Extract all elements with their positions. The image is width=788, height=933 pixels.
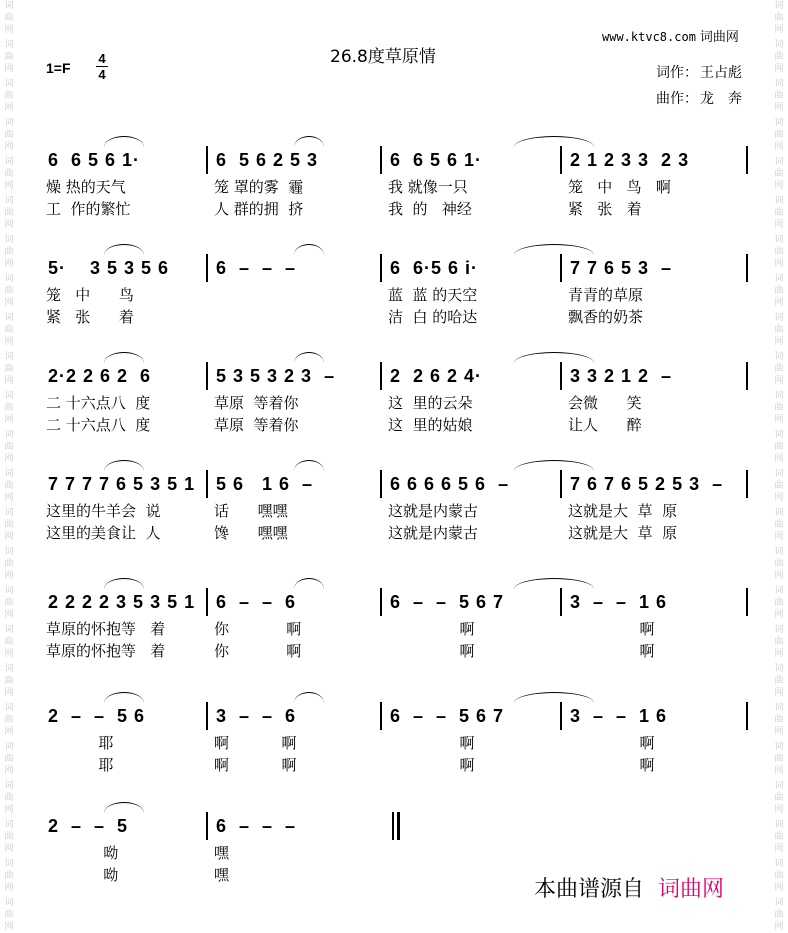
slur-arc	[294, 692, 324, 703]
lyric-segment: 我 的 神经	[388, 200, 472, 218]
final-barline	[392, 812, 399, 840]
lyric-segment: 啊	[568, 620, 655, 638]
barline	[560, 146, 562, 174]
lyric-segment: 耶	[46, 756, 114, 774]
measure-notes: 6 5 6 2 5 3	[216, 150, 319, 170]
slur-arc	[104, 136, 144, 147]
time-signature-bottom: 4	[98, 67, 106, 82]
lyrics-verse-1	[44, 732, 756, 752]
lyric-segment: 飘香的奶茶	[568, 308, 644, 326]
barline	[206, 254, 208, 282]
lyric-segment: 啊	[568, 642, 655, 660]
lyric-segment: 草原的怀抱等 着	[46, 620, 166, 638]
lyric-segment: 馋 嘿嘿	[214, 524, 288, 542]
lyrics-verse-1	[44, 284, 756, 304]
lyric-segment: 话 嘿嘿	[214, 502, 288, 520]
lyrics-verse-1	[44, 618, 756, 638]
credit-name: 龙 奔	[700, 91, 742, 107]
footer-text: 本曲谱源自	[534, 877, 645, 902]
watermark-text: 词曲网	[774, 352, 784, 386]
watermark-text: 词曲网	[4, 469, 14, 503]
measure-notes: 6 – – –	[216, 816, 297, 836]
measure-notes: 2 – – 5 6	[48, 706, 146, 726]
watermark-text: 词曲网	[774, 274, 784, 308]
watermark-text: 词曲网	[4, 274, 14, 308]
lyric-segment: 这就是内蒙古	[388, 502, 479, 520]
notation-line	[44, 474, 756, 500]
credit-role: 词作：	[656, 65, 698, 81]
watermark-text: 词曲网	[774, 1, 784, 35]
lyric-segment: 我 就像一只	[388, 178, 468, 196]
slur-arc	[514, 578, 594, 589]
lyric-segment: 这 里的云朵	[388, 394, 473, 412]
barline	[380, 146, 382, 174]
site-name[interactable]: 词曲网	[699, 30, 739, 45]
time-signature	[96, 52, 108, 81]
watermark-text: 词曲网	[4, 859, 14, 893]
watermark-text: 词曲网	[774, 40, 784, 74]
watermark-text: 词曲网	[774, 703, 784, 737]
measure-notes: 3 – – 1 6	[570, 706, 668, 726]
measure-notes: 7 6 7 6 5 2 5 3 –	[570, 474, 724, 494]
lyrics-verse-1	[44, 842, 756, 862]
notation-line	[44, 592, 756, 618]
watermark-text: 词曲网	[4, 313, 14, 347]
measure-notes: 6 6·5 6 i·	[390, 258, 479, 278]
lyrics-verse-2	[44, 306, 756, 326]
measure-notes: 2·2 2 6 2 6	[48, 366, 152, 386]
lyric-segment: 笼 罩的雾 霾	[214, 178, 304, 196]
measure-notes: 6 – – 5 6 7	[390, 592, 505, 612]
lyric-segment: 草原 等着你	[214, 416, 299, 434]
lyric-segment: 让人 醉	[568, 416, 642, 434]
lyrics-verse-1	[44, 500, 756, 520]
composer-credit	[656, 88, 742, 108]
measure-notes: 6 – – 5 6 7	[390, 706, 505, 726]
lyrics-verse-1	[44, 392, 756, 412]
lyric-segment: 啊	[568, 734, 655, 752]
watermark-text: 词曲网	[4, 391, 14, 425]
lyric-segment: 会微 笑	[568, 394, 642, 412]
watermark-text: 词曲网	[4, 118, 14, 152]
lyric-segment: 青青的草原	[568, 286, 644, 304]
lyric-segment: 二 十六点八 度	[46, 416, 151, 434]
measure-notes: 2 2 2 2 3 5 3 5 1	[48, 592, 196, 612]
lyric-segment: 笼 中 鸟	[46, 286, 134, 304]
watermark-text: 词曲网	[774, 547, 784, 581]
lyric-segment: 工 作的繁忙	[46, 200, 131, 218]
measure-notes: 2 – – 5	[48, 816, 129, 836]
watermark-text: 词曲网	[774, 79, 784, 113]
lyrics-verse-2	[44, 522, 756, 542]
lyric-segment: 啊 啊	[214, 756, 297, 774]
barline	[560, 254, 562, 282]
barline	[380, 470, 382, 498]
watermark-text: 词曲网	[774, 781, 784, 815]
watermark-text: 词曲网	[774, 664, 784, 698]
measure-notes: 7 7 6 5 3 –	[570, 258, 673, 278]
lyrics-verse-1	[44, 176, 756, 196]
lyric-segment: 这就是大 草 原	[568, 524, 678, 542]
slur-arc	[104, 802, 144, 813]
lyric-segment: 啊	[568, 756, 655, 774]
watermark-text: 词曲网	[4, 742, 14, 776]
watermark-text: 词曲网	[4, 79, 14, 113]
site-url[interactable]: www.ktvc8.com	[602, 30, 696, 44]
slur-arc	[514, 136, 594, 147]
measure-notes: 7 7 7 7 6 5 3 5 1	[48, 474, 196, 494]
barline	[380, 588, 382, 616]
score-row	[44, 366, 756, 462]
left-watermark-strip	[2, 0, 16, 930]
lyric-segment: 啊	[388, 620, 475, 638]
measure-notes: 6 6 5 6 1·	[48, 150, 141, 170]
watermark-text: 词曲网	[4, 352, 14, 386]
watermark-text: 词曲网	[774, 820, 784, 854]
watermark-text: 词曲网	[774, 118, 784, 152]
barline	[746, 254, 748, 282]
lyric-segment: 耶	[46, 734, 114, 752]
lyric-segment: 这就是大 草 原	[568, 502, 678, 520]
lyric-segment: 嘿	[214, 866, 230, 884]
right-watermark-strip	[772, 0, 786, 930]
barline	[206, 702, 208, 730]
barline	[746, 146, 748, 174]
lyric-segment: 笼 中 鸟 啊	[568, 178, 671, 196]
watermark-text: 词曲网	[774, 898, 784, 932]
barline	[746, 470, 748, 498]
lyric-segment: 二 十六点八 度	[46, 394, 151, 412]
watermark-text: 词曲网	[4, 664, 14, 698]
lyric-segment: 嘿	[214, 844, 230, 862]
watermark-text: 词曲网	[774, 508, 784, 542]
lyric-segment: 紧 张 着	[568, 200, 642, 218]
barline	[746, 702, 748, 730]
slur-arc	[294, 136, 324, 147]
measure-notes: 3 – – 1 6	[570, 592, 668, 612]
watermark-text: 词曲网	[4, 625, 14, 659]
lyric-segment: 啊	[388, 756, 475, 774]
watermark-text: 词曲网	[774, 625, 784, 659]
watermark-text: 词曲网	[4, 430, 14, 464]
score-row	[44, 474, 756, 570]
measure-notes: 6 6 6 6 5 6 –	[390, 474, 510, 494]
notation-line	[44, 706, 756, 732]
lyric-segment: 呦	[46, 866, 119, 884]
slur-arc	[294, 578, 324, 589]
watermark-text: 词曲网	[774, 586, 784, 620]
watermark-text: 词曲网	[774, 391, 784, 425]
barline	[560, 470, 562, 498]
barline	[380, 702, 382, 730]
notation-line	[44, 366, 756, 392]
measure-notes: 2 1 2 3 3 2 3	[570, 150, 690, 170]
watermark-text: 词曲网	[774, 196, 784, 230]
score-row	[44, 706, 756, 802]
lyric-segment: 燥 热的天气	[46, 178, 126, 196]
watermark-text: 词曲网	[4, 547, 14, 581]
notation-line	[44, 150, 756, 176]
barline	[206, 362, 208, 390]
lyric-segment: 啊 啊	[214, 734, 297, 752]
barline	[746, 362, 748, 390]
measure-notes: 2 2 6 2 4·	[390, 366, 483, 386]
credit-role: 曲作：	[656, 91, 698, 107]
watermark-text: 词曲网	[774, 859, 784, 893]
watermark-text: 词曲网	[4, 157, 14, 191]
measure-notes: 6 – – 6	[216, 592, 297, 612]
watermark-text: 词曲网	[774, 235, 784, 269]
credit-name: 王占彪	[700, 65, 742, 81]
watermark-text: 词曲网	[4, 196, 14, 230]
watermark-text: 词曲网	[4, 820, 14, 854]
lyric-segment: 草原 等着你	[214, 394, 299, 412]
notation-line	[44, 816, 756, 842]
lyric-segment: 这里的牛羊会 说	[46, 502, 161, 520]
watermark-text: 词曲网	[4, 898, 14, 932]
lyric-segment: 蓝 蓝 的天空	[388, 286, 478, 304]
lyric-segment: 你 啊	[214, 620, 302, 638]
barline	[380, 362, 382, 390]
watermark-text: 词曲网	[4, 1, 14, 35]
measure-notes: 6 – – –	[216, 258, 297, 278]
measure-notes: 5 6 1 6 –	[216, 474, 314, 494]
slur-arc	[514, 692, 594, 703]
lyric-segment: 草原的怀抱等 着	[46, 642, 166, 660]
lyric-segment: 这 里的姑娘	[388, 416, 473, 434]
lyric-segment: 紧 张 着	[46, 308, 134, 326]
score-row	[44, 592, 756, 688]
watermark-text: 词曲网	[4, 508, 14, 542]
measure-notes: 3 3 2 1 2 –	[570, 366, 673, 386]
barline	[206, 470, 208, 498]
watermark-text: 词曲网	[4, 235, 14, 269]
measure-notes: 3 – – 6	[216, 706, 297, 726]
notation-line	[44, 258, 756, 284]
barline	[206, 588, 208, 616]
lyric-segment: 人 群的拥 挤	[214, 200, 304, 218]
lyric-segment: 洁 白 的哈达	[388, 308, 478, 326]
barline	[206, 146, 208, 174]
barline	[206, 812, 208, 840]
watermark-text: 词曲网	[4, 703, 14, 737]
time-signature-top: 4	[98, 51, 106, 66]
lyric-segment: 呦	[46, 844, 119, 862]
measure-notes: 5· 3 5 3 5 6	[48, 258, 170, 278]
barline	[560, 588, 562, 616]
lyricist-credit	[656, 62, 742, 82]
barline	[560, 702, 562, 730]
barline	[560, 362, 562, 390]
lyrics-verse-2	[44, 198, 756, 218]
slur-arc	[104, 692, 144, 703]
measure-notes: 6 6 5 6 1·	[390, 150, 483, 170]
score-row	[44, 258, 756, 354]
lyric-segment: 这里的美食让 人	[46, 524, 161, 542]
slur-arc	[104, 578, 144, 589]
watermark-text: 词曲网	[774, 742, 784, 776]
watermark-text: 词曲网	[774, 430, 784, 464]
lyric-segment: 这就是内蒙古	[388, 524, 479, 542]
lyrics-verse-2	[44, 640, 756, 660]
watermark-text: 词曲网	[774, 157, 784, 191]
barline	[746, 588, 748, 616]
watermark-text: 词曲网	[4, 586, 14, 620]
measure-notes: 5 3 5 3 2 3 –	[216, 366, 336, 386]
watermark-text: 词曲网	[4, 781, 14, 815]
site-header	[602, 26, 739, 45]
lyric-segment: 啊	[388, 734, 475, 752]
watermark-text: 词曲网	[774, 469, 784, 503]
lyric-segment: 你 啊	[214, 642, 302, 660]
lyrics-verse-2	[44, 414, 756, 434]
score-row	[44, 150, 756, 246]
watermark-text: 词曲网	[774, 313, 784, 347]
footer-brand[interactable]: 词曲网	[658, 877, 725, 902]
key-signature: 1=F	[46, 60, 71, 76]
lyrics-verse-2	[44, 754, 756, 774]
source-footer	[534, 872, 724, 903]
song-title: 26.8度草原情	[330, 47, 436, 67]
watermark-text: 词曲网	[4, 40, 14, 74]
barline	[380, 254, 382, 282]
lyric-segment: 啊	[388, 642, 475, 660]
